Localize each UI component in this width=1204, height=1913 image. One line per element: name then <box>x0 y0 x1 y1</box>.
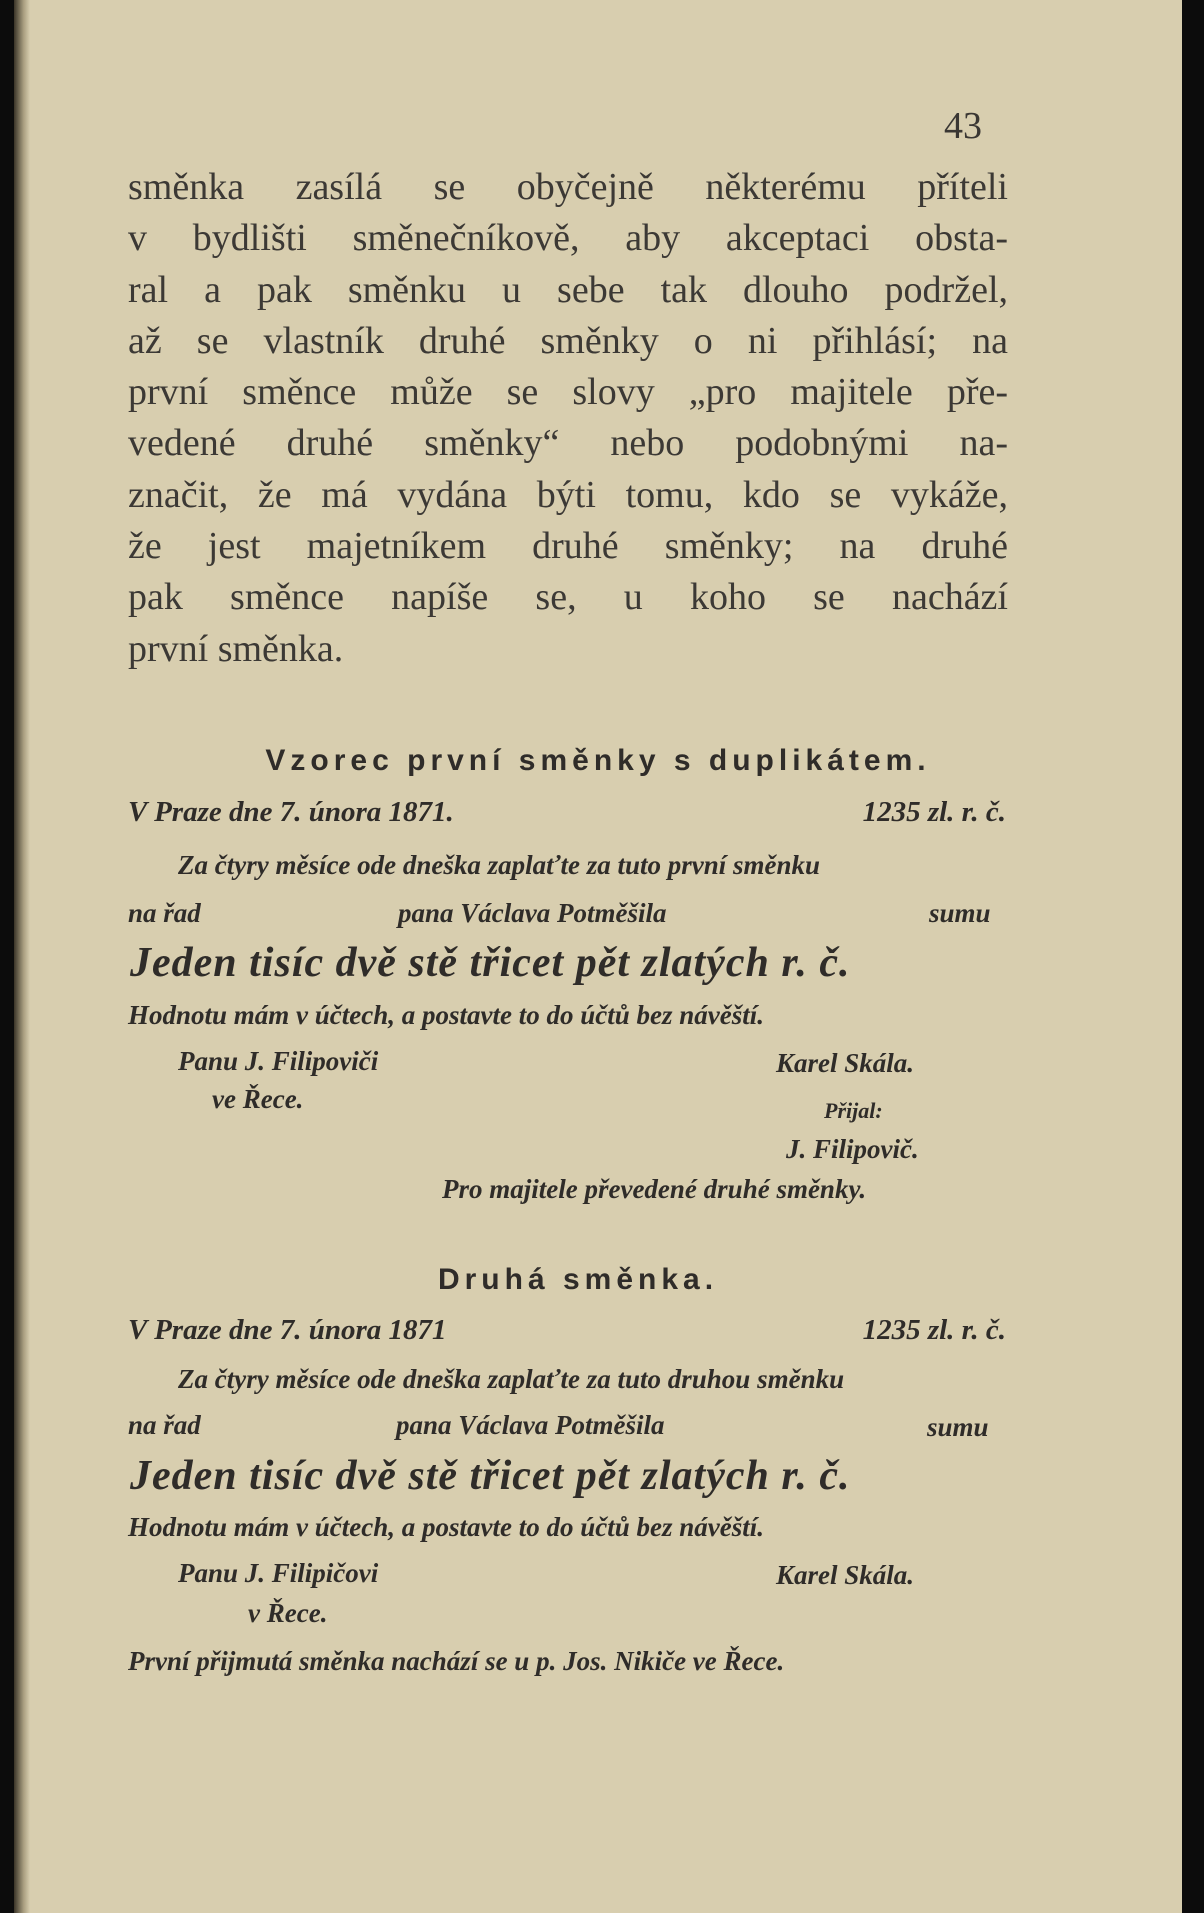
first-bill-payee: pana Václava Potměšila <box>398 898 667 928</box>
first-bill-note: Pro majitele převedené druhé směnky. <box>442 1174 867 1204</box>
body-paragraph <box>128 162 1008 675</box>
second-bill-order-right: sumu <box>927 1412 989 1442</box>
first-bill-accepted-label: Přijal: <box>824 1098 883 1123</box>
first-bill-line1: Za čtyry měsíce ode dneška zaplaťte za tuto první směnku <box>178 850 821 880</box>
first-bill-drawee-name: Panu J. Filipoviči <box>178 1046 379 1076</box>
first-bill-drawee-place: ve Řece. <box>212 1084 304 1114</box>
second-bill-place-date: V Praze dne 7. února 1871 <box>128 1314 447 1346</box>
second-bill-order-left: na řad <box>128 1410 201 1440</box>
first-bill-sum-words: Jeden tisíc dvě stě třicet pět zlatých r. č. <box>130 940 851 986</box>
paragraph-line: že jest majetníkem druhé směnky; na druhé <box>128 525 1008 568</box>
paragraph-line: značit, že má vydána býti tomu, kdo se vykáže, <box>128 473 1008 516</box>
second-bill-sum-words: Jeden tisíc dvě stě třicet pět zlatých r. č. <box>130 1453 851 1499</box>
paragraph-line: ral a pak směnku u sebe tak dlouho podržel, <box>128 268 1008 311</box>
paragraph-line: směnka zasílá se obyčejně některému příteli <box>128 166 1008 208</box>
first-bill-order-right: sumu <box>929 898 991 928</box>
first-bill-order-left: na řad <box>128 898 201 928</box>
paragraph-line: vedené druhé směnky“ nebo podobnými na- <box>128 422 1008 465</box>
second-bill-drawer: Karel Skála. <box>776 1560 915 1590</box>
second-bill-value-line: Hodnotu mám v účtech, a postavte to do účtů bez návěští. <box>128 1512 764 1542</box>
second-bill-drawee-place: v Řece. <box>248 1598 328 1628</box>
page-number: 43 <box>944 105 982 147</box>
second-bill-amount: 1235 zl. r. č. <box>862 1314 1006 1346</box>
second-bill-line1: Za čtyry měsíce ode dneška zaplaťte za tuto druhou směnku <box>178 1364 845 1394</box>
paragraph-line: pak směnce napíše se, u koho se nachází <box>128 576 1008 619</box>
first-bill-date-line <box>128 796 1006 829</box>
first-bill-place-date: V Praze dne 7. února 1871. <box>128 796 454 828</box>
first-bill-drawer: Karel Skála. <box>776 1048 915 1078</box>
second-bill-payee: pana Václava Potměšila <box>396 1410 665 1440</box>
first-bill-acceptor: J. Filipovič. <box>786 1134 919 1164</box>
second-bill-drawee-name: Panu J. Filipičovi <box>178 1558 379 1588</box>
first-bill-value-line: Hodnotu mám v účtech, a postavte to do účtů bez návěští. <box>128 1000 764 1030</box>
paragraph-line: až se vlastník druhé směnky o ni přihlásí; na <box>128 319 1008 362</box>
book-page <box>14 0 1182 1913</box>
page-gutter <box>14 0 30 1913</box>
paragraph-line: první směnka. <box>128 627 344 670</box>
paragraph-line: první směnce může se slovy „pro majitele pře- <box>128 371 1008 414</box>
first-bill-amount: 1235 zl. r. č. <box>862 796 1006 828</box>
paragraph-line: v bydlišti směnečníkově, aby akceptaci obsta- <box>128 217 1008 260</box>
second-bill-heading: Druhá směnka. <box>437 1263 719 1296</box>
second-bill-date-line <box>128 1314 1006 1347</box>
first-bill-heading: Vzorec první směnky s duplikátem. <box>265 744 931 777</box>
second-bill-note: První přijmutá směnka nachází se u p. Jos. Nikiče ve Řece. <box>128 1646 785 1676</box>
